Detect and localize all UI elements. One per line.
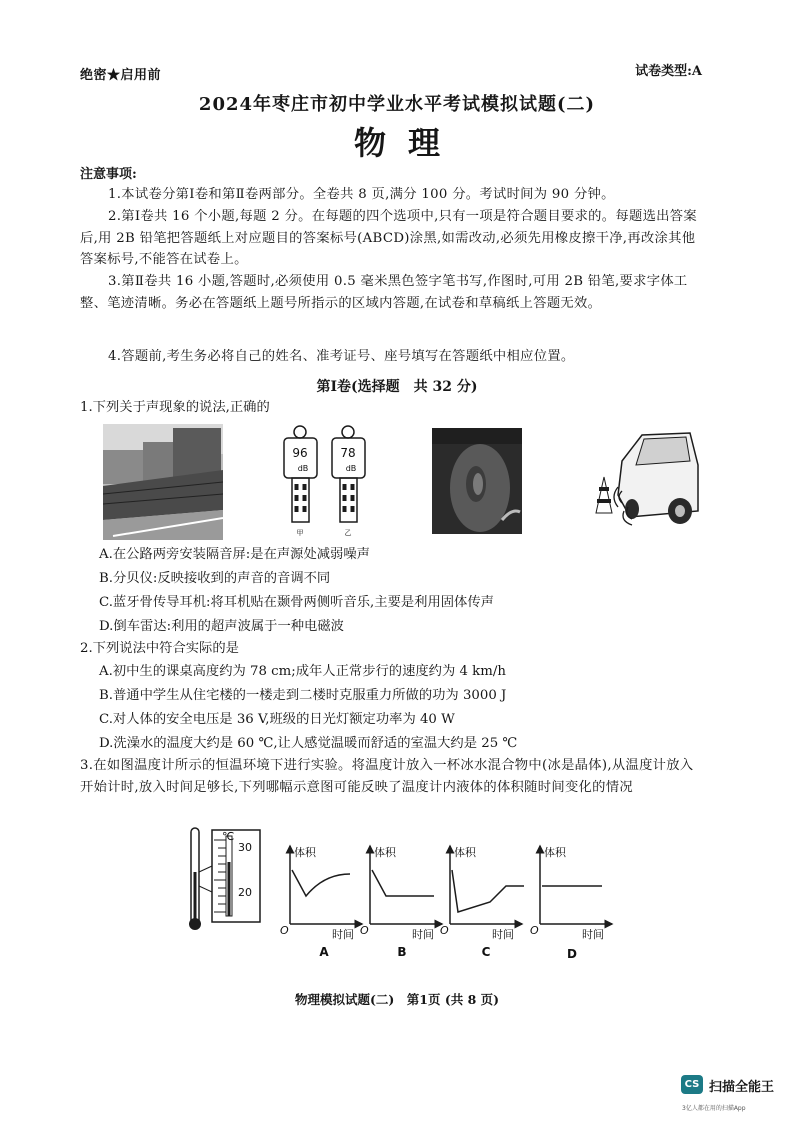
question-3-stem: 3.在如图温度计所示的恒温环境下进行实验。将温度计放入一杯冰水混合物中(冰是晶体),从温度计放入开始计时,放入时间足够长,下列哪幅示意图可能反映了温度计内液体的体积随时间变化的情况 xyxy=(80,758,694,795)
question-1-option-d: D.倒车雷达:利用的超声波属于一种电磁波 xyxy=(99,619,344,634)
graph-c-ylabel: 体积 xyxy=(454,846,476,859)
camscanner-logo-icon: CS xyxy=(681,1075,703,1094)
question-2-option-c: C.对人体的安全电压是 36 V,班级的日光灯额定功率为 40 W xyxy=(99,712,455,727)
question-2-option-b: B.普通中学生从住宅楼的一楼走到二楼时克服重力所做的功为 3000 J xyxy=(99,688,507,703)
question-2-option-d: D.洗澡水的温度大约是 60 ℃,让人感觉温暖而舒适的室温大约是 25 ℃ xyxy=(99,736,518,751)
meter-a-value: 96 xyxy=(292,446,308,460)
graph-d-xlabel: 时间 xyxy=(582,928,604,941)
graph-d-label: D xyxy=(567,947,577,961)
graph-b-label: B xyxy=(397,945,407,959)
graph-c-label: C xyxy=(481,945,491,959)
graph-a-origin: O xyxy=(280,924,289,937)
question-1-option-b: B.分贝仪:反映接收到的声音的音调不同 xyxy=(99,571,331,586)
graph-b-ylabel: 体积 xyxy=(374,846,396,859)
bone-conduction-earphone-photo xyxy=(432,428,522,534)
meter-b-unit: dB xyxy=(345,464,357,473)
subject-title: 物理 xyxy=(353,124,462,162)
notice-item-3: 3.第Ⅱ卷共 16 小题,答题时,必须使用 0.5 毫米黑色签字笔书写,作图时,可用 2B 铅笔,要求字体工整、笔迹清晰。务必在答题纸上题号所指示的区域内答题,在试卷和草稿纸上答题无效。 xyxy=(80,274,688,311)
question-2-stem: 2.下列说法中符合实际的是 xyxy=(80,641,239,656)
decibel-meters-figure xyxy=(278,424,370,540)
thermometer-upper-mark: 30 xyxy=(238,841,252,854)
notice-item-2: 2.第Ⅰ卷共 16 个小题,每题 2 分。在每题的四个选项中,只有一项是符合题目要求的。每题选出答案后,用 2B 铅笔把答题纸上对应题目的答案标号(ABCD)涂黑,如需改动,必须先用橡皮擦干净,再改涂其他答案标号,不能答在试卷上。 xyxy=(80,209,697,267)
meter-a-label: 甲 xyxy=(296,529,304,537)
notice-heading: 注意事项: xyxy=(80,167,137,182)
graph-c-origin: O xyxy=(440,924,449,937)
thermometer-lower-mark: 20 xyxy=(238,886,252,899)
notice-item-4: 4.答题前,考生务必将自己的姓名、准考证号、座号填写在答题纸中相应位置。 xyxy=(108,349,575,364)
question-1-stem: 1.下列关于声现象的说法,正确的 xyxy=(80,400,270,415)
graph-d-ylabel: 体积 xyxy=(544,846,566,859)
thermometer-unit: ℃ xyxy=(222,830,235,843)
graph-c-xlabel: 时间 xyxy=(492,928,514,941)
graph-b-origin: O xyxy=(360,924,369,937)
paper-type: 试卷类型:A xyxy=(635,64,702,79)
page-footer: 物理模拟试题(二) 第1页 (共 8 页) xyxy=(294,992,500,1007)
exam-title: 2024年枣庄市初中学业水平考试模拟试题(二) xyxy=(198,94,596,115)
volume-time-graphs xyxy=(278,840,638,968)
graph-a-label: A xyxy=(319,945,329,959)
meter-a-unit: dB xyxy=(297,464,309,473)
sound-barrier-photo xyxy=(103,424,223,540)
question-1-option-c: C.蓝牙骨传导耳机:将耳机贴在颞骨两侧听音乐,主要是利用固体传声 xyxy=(99,595,494,610)
graph-b-xlabel: 时间 xyxy=(412,928,434,941)
meter-b-label: 乙 xyxy=(344,529,352,537)
question-1-option-a: A.在公路两旁安装隔音屏:是在声源处减弱噪声 xyxy=(99,547,370,562)
confidential-mark: 绝密★启用前 xyxy=(80,68,162,83)
section-title: 第Ⅰ卷(选择题 共 32 分) xyxy=(316,379,478,395)
meter-b-value: 78 xyxy=(340,446,356,460)
thermometer-figure xyxy=(186,826,262,936)
graph-a-xlabel: 时间 xyxy=(332,928,354,941)
reversing-radar-figure xyxy=(582,425,702,530)
camscanner-tagline: 3亿人都在用的扫描App xyxy=(682,1105,746,1112)
graph-a-ylabel: 体积 xyxy=(294,846,316,859)
notice-item-1: 1.本试卷分第Ⅰ卷和第Ⅱ卷两部分。全卷共 8 页,满分 100 分。考试时间为 90 分钟。 xyxy=(108,187,615,202)
question-2-option-a: A.初中生的课桌高度约为 78 cm;成年人正常步行的速度约为 4 km/h xyxy=(99,664,506,679)
camscanner-name: 扫描全能王 xyxy=(709,1080,775,1095)
graph-d-origin: O xyxy=(530,924,539,937)
